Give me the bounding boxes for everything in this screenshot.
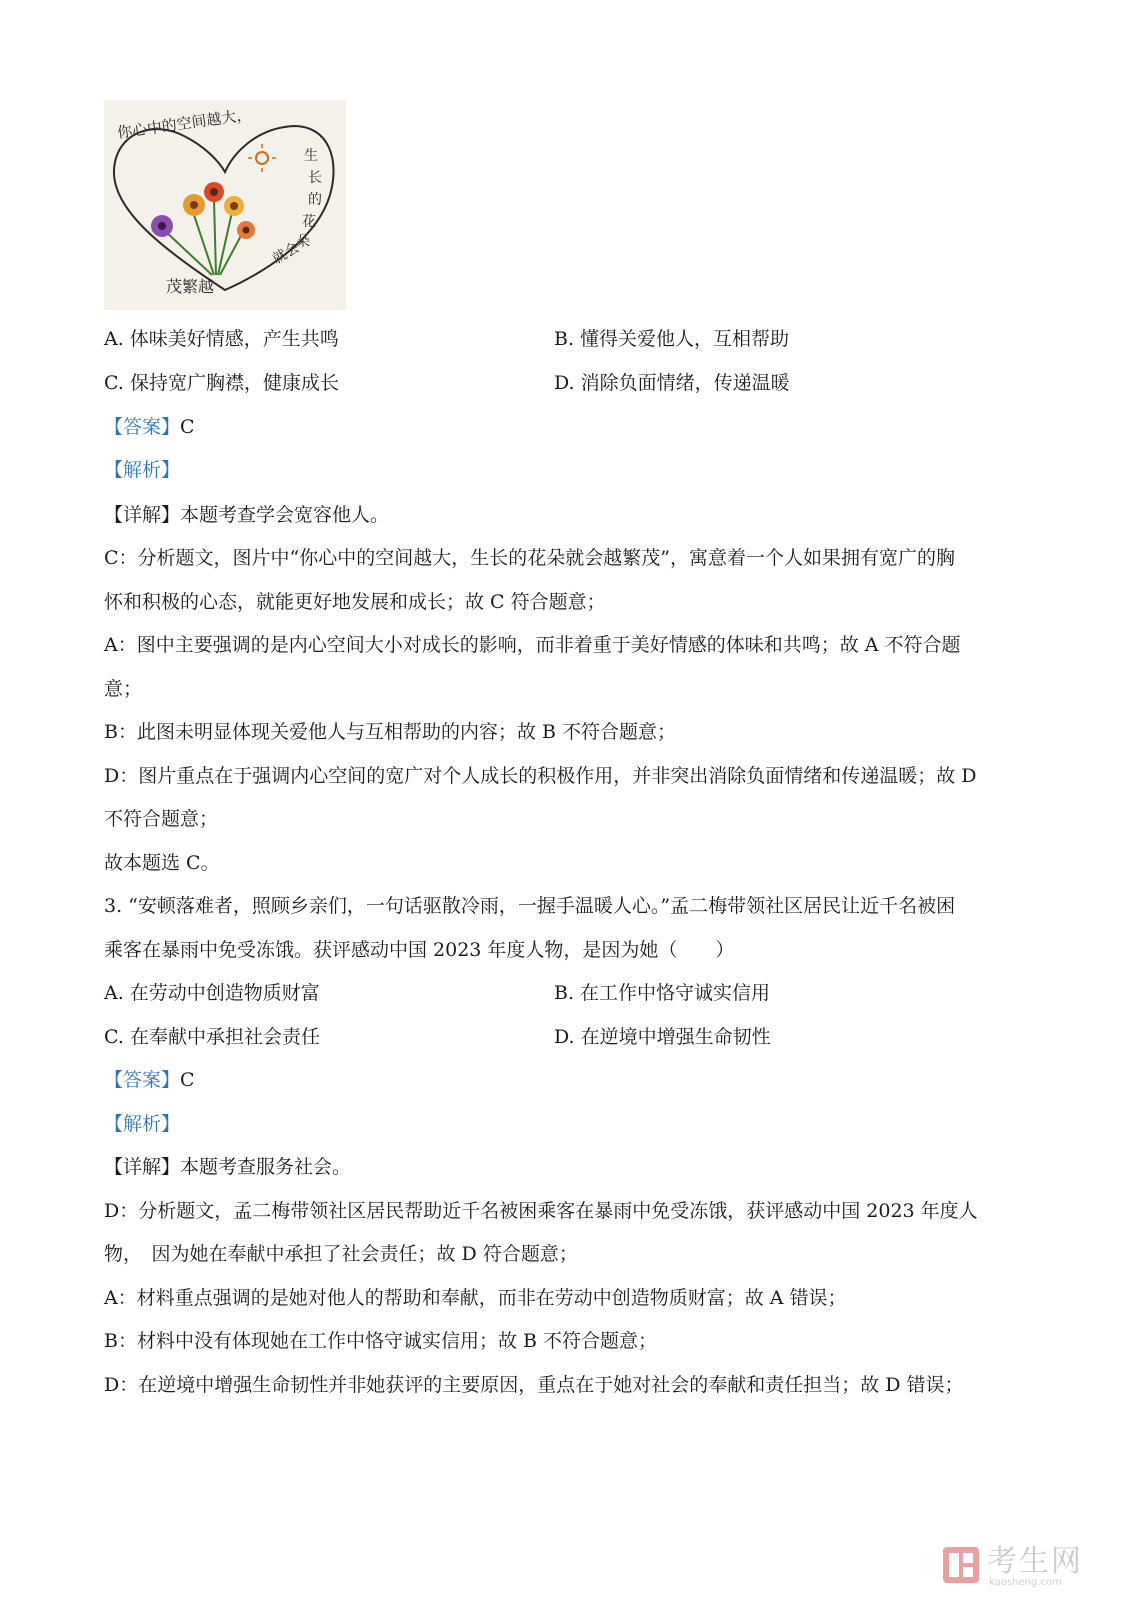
q2-explanation-line: 怀和积极的心态，就能更好地发展和成长；故 C 符合题意； xyxy=(104,591,606,613)
q3-analysis-tag: 【解析】 xyxy=(104,1113,181,1135)
q2-explanation-line: C：分析题文，图片中“你心中的空间越大，生长的花朵就会越繁茂”，寓意着一个人如果拥有宽广的胸 xyxy=(104,547,955,569)
watermark-logo xyxy=(941,1545,1091,1587)
q2-explanation-line: 故本题选 C。 xyxy=(104,852,220,874)
svg-text:朵: 朵 xyxy=(296,234,310,250)
q3-option-b: B. 在工作中恪守诚实信用 xyxy=(554,982,771,1004)
heart-flower-illustration xyxy=(104,100,346,310)
q3-explanation-line: 物， 因为她在奉献中承担了社会责任；故 D 符合题意； xyxy=(104,1243,578,1265)
q2-option-d: D. 消除负面情绪，传递温暖 xyxy=(554,372,790,394)
q3-explanation-line: B：材料中没有体现她在工作中恪守诚实信用；故 B 不符合题意； xyxy=(104,1330,658,1352)
svg-text:长: 长 xyxy=(308,170,322,186)
q3-explanation-line: D：在逆境中增强生命韧性并非她获评的主要原因，重点在于她对社会的奉献和责任担当；故 D 错误； xyxy=(104,1374,964,1396)
svg-text:你心中的空间越大，: 你心中的空间越大， xyxy=(116,105,253,142)
svg-text:花: 花 xyxy=(302,214,316,230)
answer-tag: 【答案】 xyxy=(104,1069,181,1091)
q2-option-c: C. 保持宽广胸襟，健康成长 xyxy=(104,372,339,394)
svg-text:的: 的 xyxy=(308,192,322,208)
svg-text:就会: 就会 xyxy=(270,239,303,268)
q2-answer-line xyxy=(104,414,195,440)
q3-detail: 【详解】本题考查服务社会。 xyxy=(104,1156,352,1178)
svg-text:茂繁越: 茂繁越 xyxy=(166,277,215,296)
q2-explanation-line: 意； xyxy=(104,678,143,700)
q3-answer-line xyxy=(104,1067,195,1093)
answer-value: C xyxy=(180,1069,195,1091)
q3-explanation-line: D：分析题文，孟二梅带领社区居民帮助近千名被困乘客在暴雨中免受冻饿，获评感动中国 2023 年度人 xyxy=(104,1200,978,1222)
watermark-logo-icon xyxy=(941,1545,981,1585)
q3-option-c: C. 在奉献中承担社会责任 xyxy=(104,1026,320,1048)
q3-option-a: A. 在劳动中创造物质财富 xyxy=(104,982,320,1004)
q3-explanation-line: A：材料重点强调的是她对他人的帮助和奉献，而非在劳动中创造物质财富；故 A 错误； xyxy=(104,1287,847,1309)
answer-tag: 【答案】 xyxy=(104,416,181,438)
watermark-subtext: kaosheng.com xyxy=(989,1577,1062,1588)
q3-stem-line-2: 乘客在暴雨中免受冻饿。获评感动中国 2023 年度人物，是因为她（ ） xyxy=(104,939,735,961)
watermark-text: 考生网 xyxy=(987,1544,1083,1579)
q2-explanation-line: D：图片重点在于强调内心空间的宽广对个人成长的积极作用，并非突出消除负面情绪和传递温暖；故 D xyxy=(104,765,977,787)
q3-stem-line-1: 3. “安顿落难者，照顾乡亲们，一句话驱散冷雨，一握手温暖人心。”孟二梅带领社区居民让近千名被困 xyxy=(104,895,956,917)
q2-option-a: A. 体味美好情感，产生共鸣 xyxy=(104,328,339,350)
q2-option-b: B. 懂得关爱他人，互相帮助 xyxy=(554,328,790,350)
q2-detail: 【详解】本题考查学会宽容他人。 xyxy=(104,504,390,526)
svg-text:生: 生 xyxy=(304,148,318,164)
q2-explanation-line: 不符合题意； xyxy=(104,808,219,830)
q3-option-d: D. 在逆境中增强生命韧性 xyxy=(554,1026,771,1048)
answer-value: C xyxy=(180,416,195,438)
q2-analysis-tag: 【解析】 xyxy=(104,459,181,481)
q2-explanation-line: A：图中主要强调的是内心空间大小对成长的影响，而非着重于美好情感的体味和共鸣；故 A 不符合题 xyxy=(104,634,961,656)
q2-explanation-line: B：此图未明显体现关爱他人与互相帮助的内容；故 B 不符合题意； xyxy=(104,721,677,743)
